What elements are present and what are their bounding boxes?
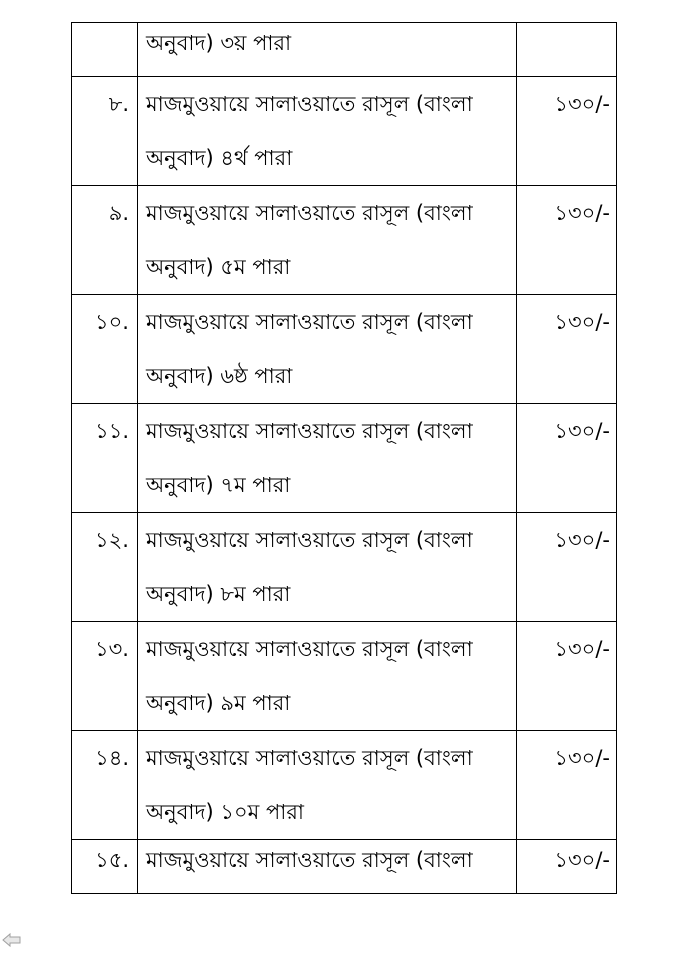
book-title-cell: [138, 23, 517, 77]
book-title-line: মাজমুওয়ায়ে সালাওয়াতে রাসূল (বাংলা: [146, 637, 473, 661]
table-row: [72, 404, 617, 513]
book-title-line: অনুবাদ) ১০ম পারা: [146, 800, 305, 824]
serial-number-cell: [72, 23, 138, 77]
book-title-line: মাজমুওয়ায়ে সালাওয়াতে রাসূল (বাংলা: [146, 848, 473, 872]
price-cell: ১৩০/-: [517, 622, 617, 731]
book-title-cell: [138, 186, 517, 295]
table-row: [72, 840, 617, 894]
book-title-line: অনুবাদ) ৫ম পারা: [146, 255, 291, 279]
table-row: [72, 23, 617, 77]
serial-number-cell: ১৫.: [72, 840, 138, 894]
book-price-table: [71, 22, 617, 894]
price-cell: ১৩০/-: [517, 513, 617, 622]
serial-number-cell: ৮.: [72, 77, 138, 186]
table-row: [72, 622, 617, 731]
book-title-line: অনুবাদ) ৭ম পারা: [146, 473, 291, 497]
book-title-cell: [138, 295, 517, 404]
price-cell: ১৩০/-: [517, 295, 617, 404]
book-title-line: মাজমুওয়ায়ে সালাওয়াতে রাসূল (বাংলা: [146, 310, 473, 334]
serial-number-cell: ১২.: [72, 513, 138, 622]
serial-number-cell: ১১.: [72, 404, 138, 513]
table-row: [72, 295, 617, 404]
book-title-cell: [138, 840, 517, 894]
book-title-line: অনুবাদ) ৮ম পারা: [146, 582, 291, 606]
price-cell: [517, 23, 617, 77]
book-title-cell: [138, 404, 517, 513]
table-row: [72, 77, 617, 186]
price-cell: ১৩০/-: [517, 186, 617, 295]
book-title-cell: [138, 622, 517, 731]
serial-number-cell: ৯.: [72, 186, 138, 295]
book-title-line: মাজমুওয়ায়ে সালাওয়াতে রাসূল (বাংলা: [146, 201, 473, 225]
price-cell: ১৩০/-: [517, 840, 617, 894]
book-title-cell: [138, 731, 517, 840]
table-row: [72, 731, 617, 840]
price-cell: ১৩০/-: [517, 731, 617, 840]
table-row: [72, 186, 617, 295]
back-arrow-icon[interactable]: [2, 932, 22, 948]
book-title-line: অনুবাদ) ৬ষ্ঠ পারা: [146, 364, 293, 388]
book-title-line: অনুবাদ) ৩য় পারা: [146, 31, 292, 55]
book-title-line: মাজমুওয়ায়ে সালাওয়াতে রাসূল (বাংলা: [146, 528, 473, 552]
serial-number-cell: ১৪.: [72, 731, 138, 840]
price-cell: ১৩০/-: [517, 77, 617, 186]
book-title-line: অনুবাদ) ৪র্থ পারা: [146, 146, 293, 170]
price-cell: ১৩০/-: [517, 404, 617, 513]
book-title-line: মাজমুওয়ায়ে সালাওয়াতে রাসূল (বাংলা: [146, 419, 473, 443]
table-row: [72, 513, 617, 622]
book-title-line: অনুবাদ) ৯ম পারা: [146, 691, 291, 715]
serial-number-cell: ১০.: [72, 295, 138, 404]
book-title-cell: [138, 77, 517, 186]
book-title-cell: [138, 513, 517, 622]
serial-number-cell: ১৩.: [72, 622, 138, 731]
book-title-line: মাজমুওয়ায়ে সালাওয়াতে রাসূল (বাংলা: [146, 746, 473, 770]
book-title-line: মাজমুওয়ায়ে সালাওয়াতে রাসূল (বাংলা: [146, 92, 473, 116]
